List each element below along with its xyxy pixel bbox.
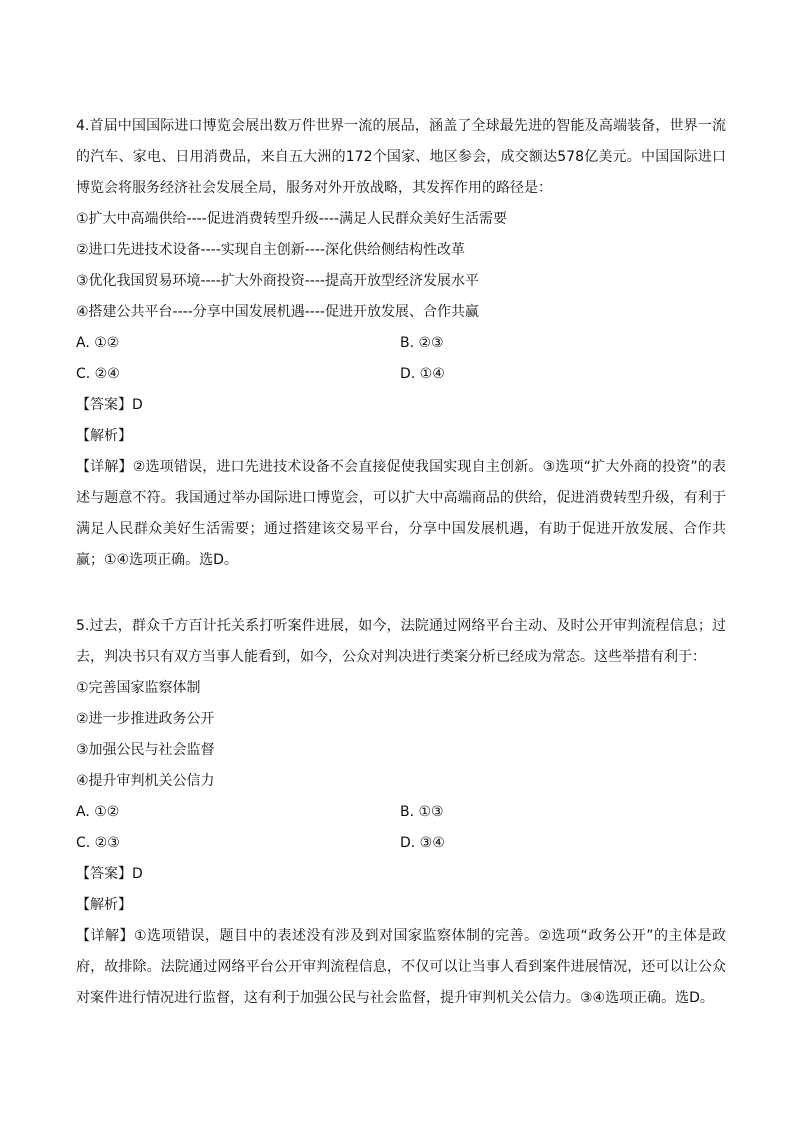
options-row-1: [76, 797, 726, 828]
statement-2: ②进一步推进政务公开: [76, 711, 215, 727]
statement-3: ③优化我国贸易环境----扩大外商投资----提高开放型经济发展水平: [76, 273, 479, 289]
option-b: B. ①③: [400, 804, 444, 820]
statement-4: ④提升审判机关公信力: [76, 773, 215, 789]
statement-2: ②进口先进技术设备----实现自主创新----深化供给侧结构性改革: [76, 242, 465, 258]
statement-4: ④搭建公共平台----分享中国发展机遇----促进开放发展、合作共赢: [76, 304, 479, 320]
option-c: C. ②④: [76, 366, 120, 382]
option-d: D. ①④: [400, 366, 445, 382]
analysis-detail: 【详解】①选项错误，题目中的表述没有涉及到对国家监察体制的完善。②选项“政务公开”的主体是政府，故排除。法院通过网络平台公开审判流程信息，不仅可以让当事人看到案件进展情况，还可以让公众对案件进行情况进行监督，这有利于加强公民与社会监督，提升审判机关公信力。③④选项正确。选D。: [76, 928, 726, 1006]
options-row-1: [76, 328, 726, 359]
analysis-label: 【解析】: [76, 428, 132, 444]
answer: 【答案】D: [76, 397, 143, 413]
option-b: B. ②③: [400, 335, 444, 351]
option-a: A. ①②: [76, 804, 120, 820]
option-c: C. ②③: [76, 835, 120, 851]
analysis-detail: 【详解】②选项错误，进口先进技术设备不会直接促使我国实现自主创新。③选项“扩大外商的投资”的表述与题意不符。我国通过举办国际进口博览会，可以扩大中高端商品的供给，促进消费转型升级，有利于满足人民群众美好生活需要；通过搭建该交易平台，分享中国发展机遇，有助于促进开放发展、合作共赢；①④选项正确。选D。: [76, 459, 726, 568]
question-5: [76, 611, 726, 1014]
statement-1: ①完善国家监察体制: [76, 680, 201, 696]
statement-1: ①扩大中高端供给----促进消费转型升级----满足人民群众美好生活需要: [76, 211, 507, 227]
question-stem: 5.过去，群众千方百计托关系打听案件进展，如今，法院通过网络平台主动、及时公开审判流程信息；过去，判决书只有双方当事人能看到，如今，公众对判决进行类案分析已经成为常态。这些举措有利于：: [76, 618, 726, 665]
options-row-2: [76, 828, 726, 859]
option-d: D. ③④: [400, 835, 445, 851]
options-row-2: [76, 359, 726, 390]
answer: 【答案】D: [76, 866, 143, 882]
statement-3: ③加强公民与社会监督: [76, 742, 215, 758]
option-a: A. ①②: [76, 335, 120, 351]
question-4: [76, 111, 726, 576]
question-stem: 4.首届中国国际进口博览会展出数万件世界一流的展品，涵盖了全球最先进的智能及高端装备，世界一流的汽车、家电、日用消费品，来自五大洲的172个国家、地区参会，成交额达578亿美元。中国国际进口博览会将服务经济社会发展全局，服务对外开放战略，其发挥作用的路径是：: [76, 118, 726, 196]
analysis-label: 【解析】: [76, 897, 132, 913]
